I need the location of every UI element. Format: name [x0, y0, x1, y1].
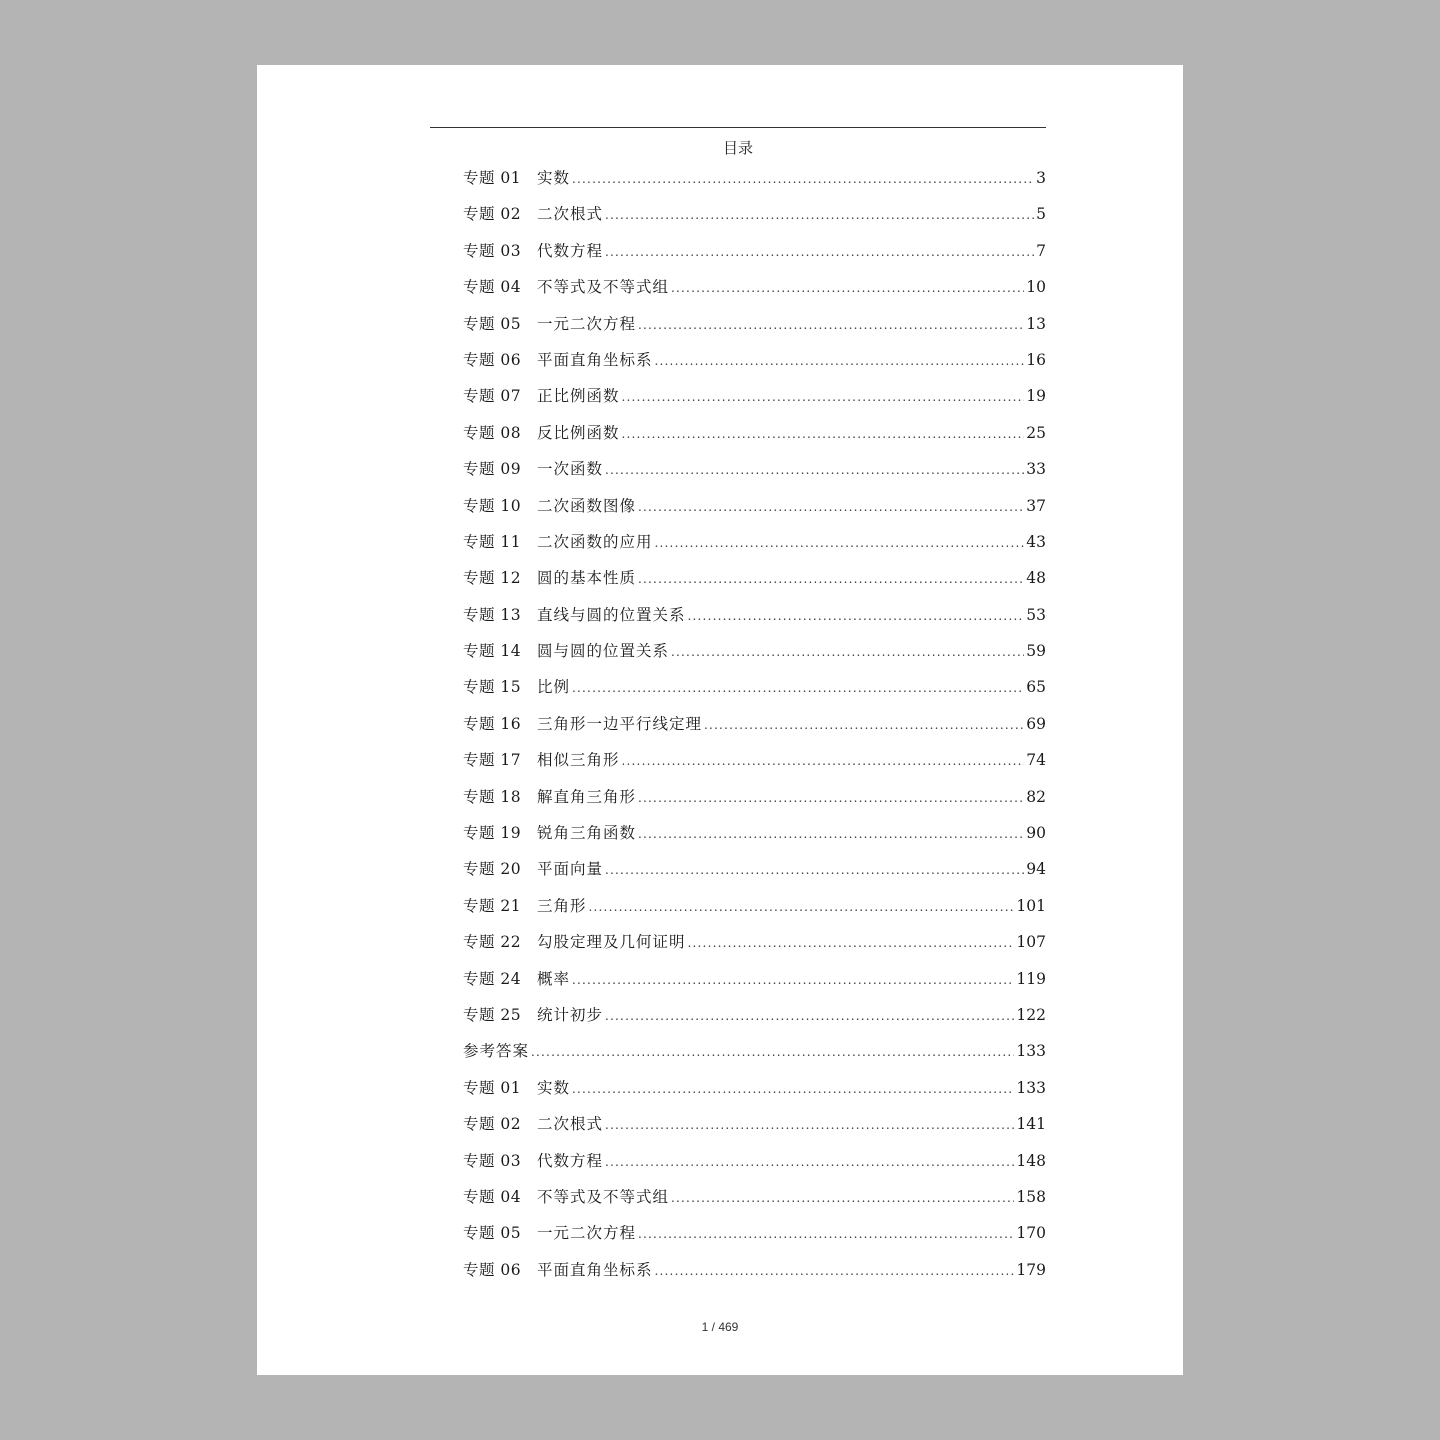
toc-entry-page: 122	[1016, 1005, 1046, 1024]
toc-entry[interactable]	[463, 997, 1046, 1033]
toc-dot-leader	[605, 197, 1034, 233]
toc-dot-leader	[572, 161, 1034, 197]
toc-entry-page: 69	[1026, 714, 1046, 733]
toc-entry[interactable]	[463, 633, 1046, 669]
toc-entry-number: 专题 18	[463, 787, 522, 806]
toc-entry-page: 19	[1026, 387, 1046, 406]
toc-entry-title: 实数	[537, 169, 571, 187]
toc-entry-page: 158	[1016, 1187, 1046, 1206]
toc-entry-title: 解直角三角形	[537, 787, 637, 806]
toc-entry-title: 参考答案	[463, 1042, 530, 1061]
toc-heading: 目录	[722, 139, 753, 157]
toc-entry-number: 专题 19	[463, 824, 522, 843]
toc-entry-title: 二次根式	[537, 205, 604, 224]
toc-entry-page: 16	[1026, 350, 1046, 369]
toc-dot-leader	[622, 416, 1025, 452]
toc-entry-title: 代数方程	[537, 1151, 604, 1170]
toc-entry-title: 不等式及不等式组	[537, 278, 670, 297]
toc-entry-number: 专题 01	[463, 1078, 522, 1097]
toc-entry-title: 代数方程	[537, 241, 604, 260]
toc-entry-number: 专题 06	[463, 1260, 522, 1279]
toc-dot-leader	[589, 889, 1015, 925]
toc-entry[interactable]	[463, 488, 1046, 524]
toc-entry-page: 10	[1026, 278, 1046, 297]
toc-entry-title: 实数	[537, 1078, 571, 1097]
toc-entry-page: 3	[1036, 169, 1046, 187]
toc-entry-number: 专题 06	[463, 350, 522, 369]
toc-entry[interactable]	[463, 1215, 1046, 1251]
toc-entry-page: 94	[1026, 860, 1046, 879]
toc-entry-page: 59	[1026, 642, 1046, 661]
toc-entry[interactable]	[463, 524, 1046, 560]
toc-dot-leader	[638, 489, 1024, 525]
toc-dot-leader	[605, 452, 1024, 488]
toc-entry[interactable]	[463, 742, 1046, 778]
toc-entry[interactable]	[463, 706, 1046, 742]
toc-entry-number: 专题 20	[463, 860, 522, 879]
toc-entry[interactable]	[463, 233, 1046, 269]
toc-entry[interactable]	[463, 560, 1046, 596]
toc-entry-page: 13	[1026, 314, 1046, 333]
toc-entry[interactable]	[463, 1143, 1046, 1179]
toc-dot-leader	[572, 962, 1014, 998]
toc-dot-leader	[605, 1144, 1014, 1180]
toc-entry-number: 专题 12	[463, 569, 522, 588]
toc-dot-leader	[655, 1253, 1015, 1289]
toc-entry-title: 正比例函数	[537, 387, 620, 406]
toc-entry-title: 二次函数的应用	[537, 532, 653, 551]
toc-entry-page: 133	[1016, 1078, 1046, 1097]
toc-entry-title: 二次根式	[537, 1115, 604, 1134]
toc-dot-leader	[638, 561, 1024, 597]
toc-entry-number: 专题 10	[463, 496, 522, 515]
toc-entry-title: 不等式及不等式组	[537, 1187, 670, 1206]
toc-entry[interactable]	[463, 415, 1046, 451]
toc-dot-leader	[622, 743, 1025, 779]
toc-entry-page: 7	[1036, 241, 1046, 260]
toc-entry-number: 专题 22	[463, 933, 522, 952]
toc-entry[interactable]	[463, 378, 1046, 414]
toc-entry-title: 二次函数图像	[537, 496, 637, 515]
toc-entry-number: 专题 11	[463, 532, 522, 551]
toc-entry-page: 25	[1026, 423, 1046, 442]
toc-entry-number: 专题 03	[463, 1151, 522, 1170]
toc-dot-leader	[671, 1180, 1014, 1216]
toc-entry[interactable]	[463, 779, 1046, 815]
toc-entry-title: 反比例函数	[537, 423, 620, 442]
toc-entry[interactable]	[463, 1179, 1046, 1215]
toc-entry[interactable]	[463, 597, 1046, 633]
toc-entry-number: 专题 02	[463, 1115, 522, 1134]
toc-dot-leader	[605, 998, 1014, 1034]
toc-entry-page: 179	[1016, 1260, 1046, 1279]
toc-dot-leader	[671, 634, 1024, 670]
page-number-indicator: 1 / 469	[701, 1320, 739, 1334]
toc-entry-page: 33	[1026, 460, 1046, 479]
toc-dot-leader	[655, 343, 1025, 379]
toc-entry-number: 专题 25	[463, 1005, 522, 1024]
toc-entry[interactable]	[463, 451, 1046, 487]
toc-entry[interactable]	[463, 306, 1046, 342]
toc-entry-title: 平面直角坐标系	[537, 350, 653, 369]
toc-dot-leader	[671, 270, 1024, 306]
toc-entry-title: 三角形一边平行线定理	[537, 714, 703, 733]
toc-entry-number: 专题 13	[463, 605, 522, 624]
toc-entry[interactable]	[463, 851, 1046, 887]
toc-entry-page: 48	[1026, 569, 1046, 588]
toc-entry[interactable]	[463, 669, 1046, 705]
toc-entry-number: 专题 09	[463, 460, 522, 479]
toc-entry-page: 82	[1026, 787, 1046, 806]
toc-entry[interactable]	[463, 961, 1046, 997]
toc-entry-number: 专题 04	[463, 278, 522, 297]
toc-entry-number: 专题 08	[463, 423, 522, 442]
toc-dot-leader	[688, 925, 1015, 961]
header-rule	[430, 127, 1046, 128]
toc-entry-title: 勾股定理及几何证明	[537, 933, 686, 952]
toc-entry-number: 专题 01	[463, 169, 522, 187]
toc-entry[interactable]	[463, 196, 1046, 232]
toc-entry[interactable]	[463, 924, 1046, 960]
toc-entry-page: 141	[1016, 1115, 1046, 1134]
toc-entry-title: 圆与圆的位置关系	[537, 642, 670, 661]
toc-entry[interactable]	[463, 160, 1046, 196]
toc-dot-leader	[688, 598, 1025, 634]
toc-entry-title: 锐角三角函数	[537, 824, 637, 843]
toc-entry[interactable]	[463, 269, 1046, 305]
toc-dot-leader	[572, 1071, 1014, 1107]
toc-dot-leader	[638, 816, 1024, 852]
toc-entry-page: 65	[1026, 678, 1046, 697]
toc-dot-leader	[638, 780, 1024, 816]
toc-entry-title: 比例	[537, 678, 571, 697]
toc-dot-leader	[605, 1107, 1014, 1143]
toc-dot-leader	[605, 852, 1024, 888]
toc-entry[interactable]	[463, 1033, 1046, 1069]
toc-entry-page: 148	[1016, 1151, 1046, 1170]
toc-entry-number: 专题 21	[463, 896, 522, 915]
toc-entry[interactable]	[463, 888, 1046, 924]
toc-entry-number: 专题 05	[463, 314, 522, 333]
document-page	[257, 65, 1183, 1375]
toc-entry-page: 5	[1036, 205, 1046, 224]
toc-entry-title: 三角形	[537, 896, 587, 915]
toc-entry-title: 一次函数	[537, 460, 604, 479]
toc-entry-number: 专题 02	[463, 205, 522, 224]
toc-entry-number: 专题 03	[463, 241, 522, 260]
toc-entry-number: 专题 07	[463, 387, 522, 406]
table-of-contents	[463, 160, 1046, 1288]
toc-dot-leader	[655, 525, 1025, 561]
toc-entry-page: 90	[1026, 824, 1046, 843]
toc-entry-number: 专题 04	[463, 1187, 522, 1206]
toc-entry-page: 37	[1026, 496, 1046, 515]
toc-entry-title: 相似三角形	[537, 751, 620, 770]
toc-entry-title: 圆的基本性质	[537, 569, 637, 588]
toc-entry-page: 74	[1026, 751, 1046, 770]
toc-entry-title: 概率	[537, 969, 571, 988]
toc-entry-number: 专题 15	[463, 678, 522, 697]
toc-entry-page: 43	[1026, 532, 1046, 551]
toc-dot-leader	[572, 670, 1024, 706]
toc-entry[interactable]	[463, 1252, 1046, 1288]
toc-entry-title: 一元二次方程	[537, 1224, 637, 1243]
toc-entry-page: 170	[1016, 1224, 1046, 1243]
toc-entry-title: 一元二次方程	[537, 314, 637, 333]
toc-entry-title: 统计初步	[537, 1005, 604, 1024]
toc-entry-page: 101	[1016, 896, 1046, 915]
toc-entry-title: 平面直角坐标系	[537, 1260, 653, 1279]
toc-dot-leader	[605, 234, 1034, 270]
toc-entry[interactable]	[463, 342, 1046, 378]
toc-dot-leader	[638, 1216, 1014, 1252]
toc-entry-title: 平面向量	[537, 860, 604, 879]
toc-dot-leader	[531, 1034, 1014, 1070]
toc-entry-number: 专题 14	[463, 642, 522, 661]
toc-entry-number: 专题 24	[463, 969, 522, 988]
toc-entry[interactable]	[463, 1106, 1046, 1142]
toc-entry-number: 专题 16	[463, 714, 522, 733]
toc-entry-page: 119	[1016, 969, 1046, 988]
toc-entry[interactable]	[463, 815, 1046, 851]
toc-entry-page: 53	[1026, 605, 1046, 624]
toc-dot-leader	[704, 707, 1024, 743]
toc-entry-title: 直线与圆的位置关系	[537, 605, 686, 624]
toc-dot-leader	[638, 307, 1024, 343]
toc-entry-page: 107	[1016, 933, 1046, 952]
toc-entry-number: 专题 17	[463, 751, 522, 770]
toc-entry-page: 133	[1016, 1042, 1046, 1061]
toc-entry[interactable]	[463, 1070, 1046, 1106]
toc-dot-leader	[622, 379, 1025, 415]
toc-entry-number: 专题 05	[463, 1224, 522, 1243]
